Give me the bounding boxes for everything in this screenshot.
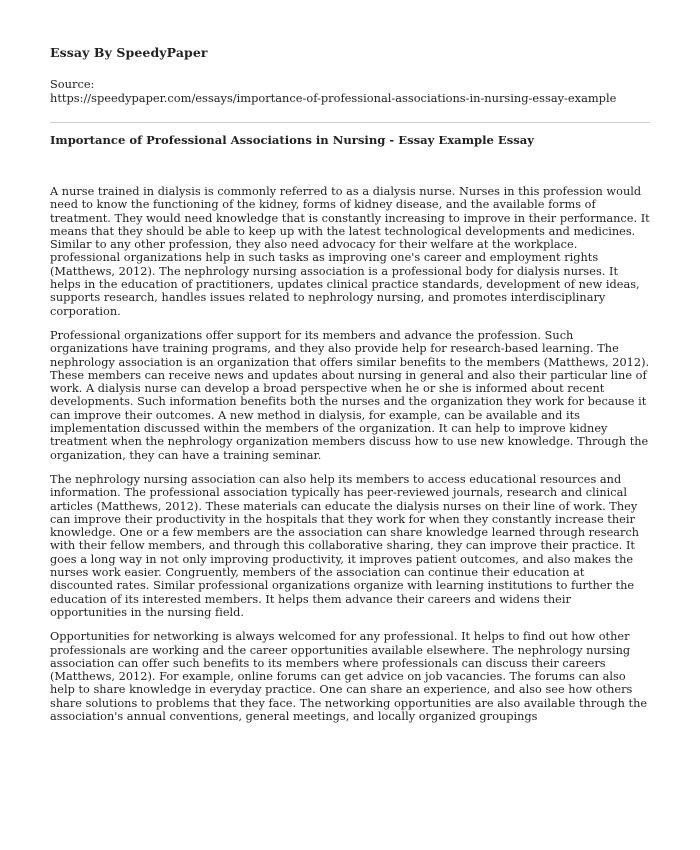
document-header [50,45,650,105]
paragraph: The nephrology nursing association can also help its members to access educational resources and information. The professional association typically has peer-reviewed journals, research and clinical articles (Matthews, 2012). These materials can educate the dialysis nurses on their line of work. They can improve their productivity in the hospitals that they work for when they constantly increase their knowledge. One or a few members are the association can share knowledge learned through research with their fellow members, and through this collaborative sharing, they can improve their practice. It goes a long way in not only improving productivity, it improves patient outcomes, and also makes the nurses work easier. Congruently, members of the association can continue their education at discounted rates. Similar professional organizations organize with learning institutions to further the education of its interested members. It helps them advance their careers and widens their opportunities in the nursing field. [50,472,640,619]
paragraph: A nurse trained in dialysis is commonly referred to as a dialysis nurse. Nurses in this profession would need to know the functioning of the kidney, forms of kidney disease, and the available forms of treatment. They would need knowledge that is constantly increasing to improve in their performance. It means that they should be able to keep up with the latest technological developments and medicines. Similar to any other profession, they also need advocacy for their welfare at the workplace. professional organizations help in such tasks as improving one's career and employment rights (Matthews, 2012). The nephrology nursing association is a professional body for dialysis nurses. It helps in the education of practitioners, updates clinical practice standards, development of new ideas, supports research, handles issues related to nephrology nursing, and promotes interdisciplinary corporation. [50,185,650,318]
brand-title: Essay By SpeedyPaper [50,45,208,60]
paragraph: Professional organizations offer support for its members and advance the profession. Such organizations have training programs, and they also provide help for research-based learning. The nephrology association is an organization that offers similar benefits to the members (Matthews, 2012). These members can receive news and updates about nursing in general and also their particular line of work. A dialysis nurse can develop a broad perspective when he or she is informed about recent developments. Such information benefits both the nurses and the organization they work for because it can improve their outcomes. A new method in dialysis, for example, can be available and its implementation discussed within the members of the organization. It can help to improve kidney treatment when the nephrology organization members discuss how to use new knowledge. Through the organization, they can have a training seminar. [50,328,650,462]
header-divider [50,122,650,123]
essay-title: Importance of Professional Associations in Nursing - Essay Example Essay [50,133,535,147]
paragraph: Opportunities for networking is always welcomed for any professional. It helps to find out how other professionals are working and the career opportunities available elsewhere. The nephrology nursing association can offer such benefits to its members where professionals can discuss their careers (Matthews, 2012). For example, online forums can get advice on job vacancies. The forums can also help to share knowledge in everyday practice. One can share an experience, and also see how others share solutions to problems that they face. The networking opportunities are also available through the association's annual conventions, general meetings, and locally organized groupings [50,630,648,723]
essay-body [50,185,650,723]
source-label: Source: [50,77,95,91]
source-url: https://speedypaper.com/essays/importance-of-professional-associations-in-nursing-essay-example [50,91,617,105]
